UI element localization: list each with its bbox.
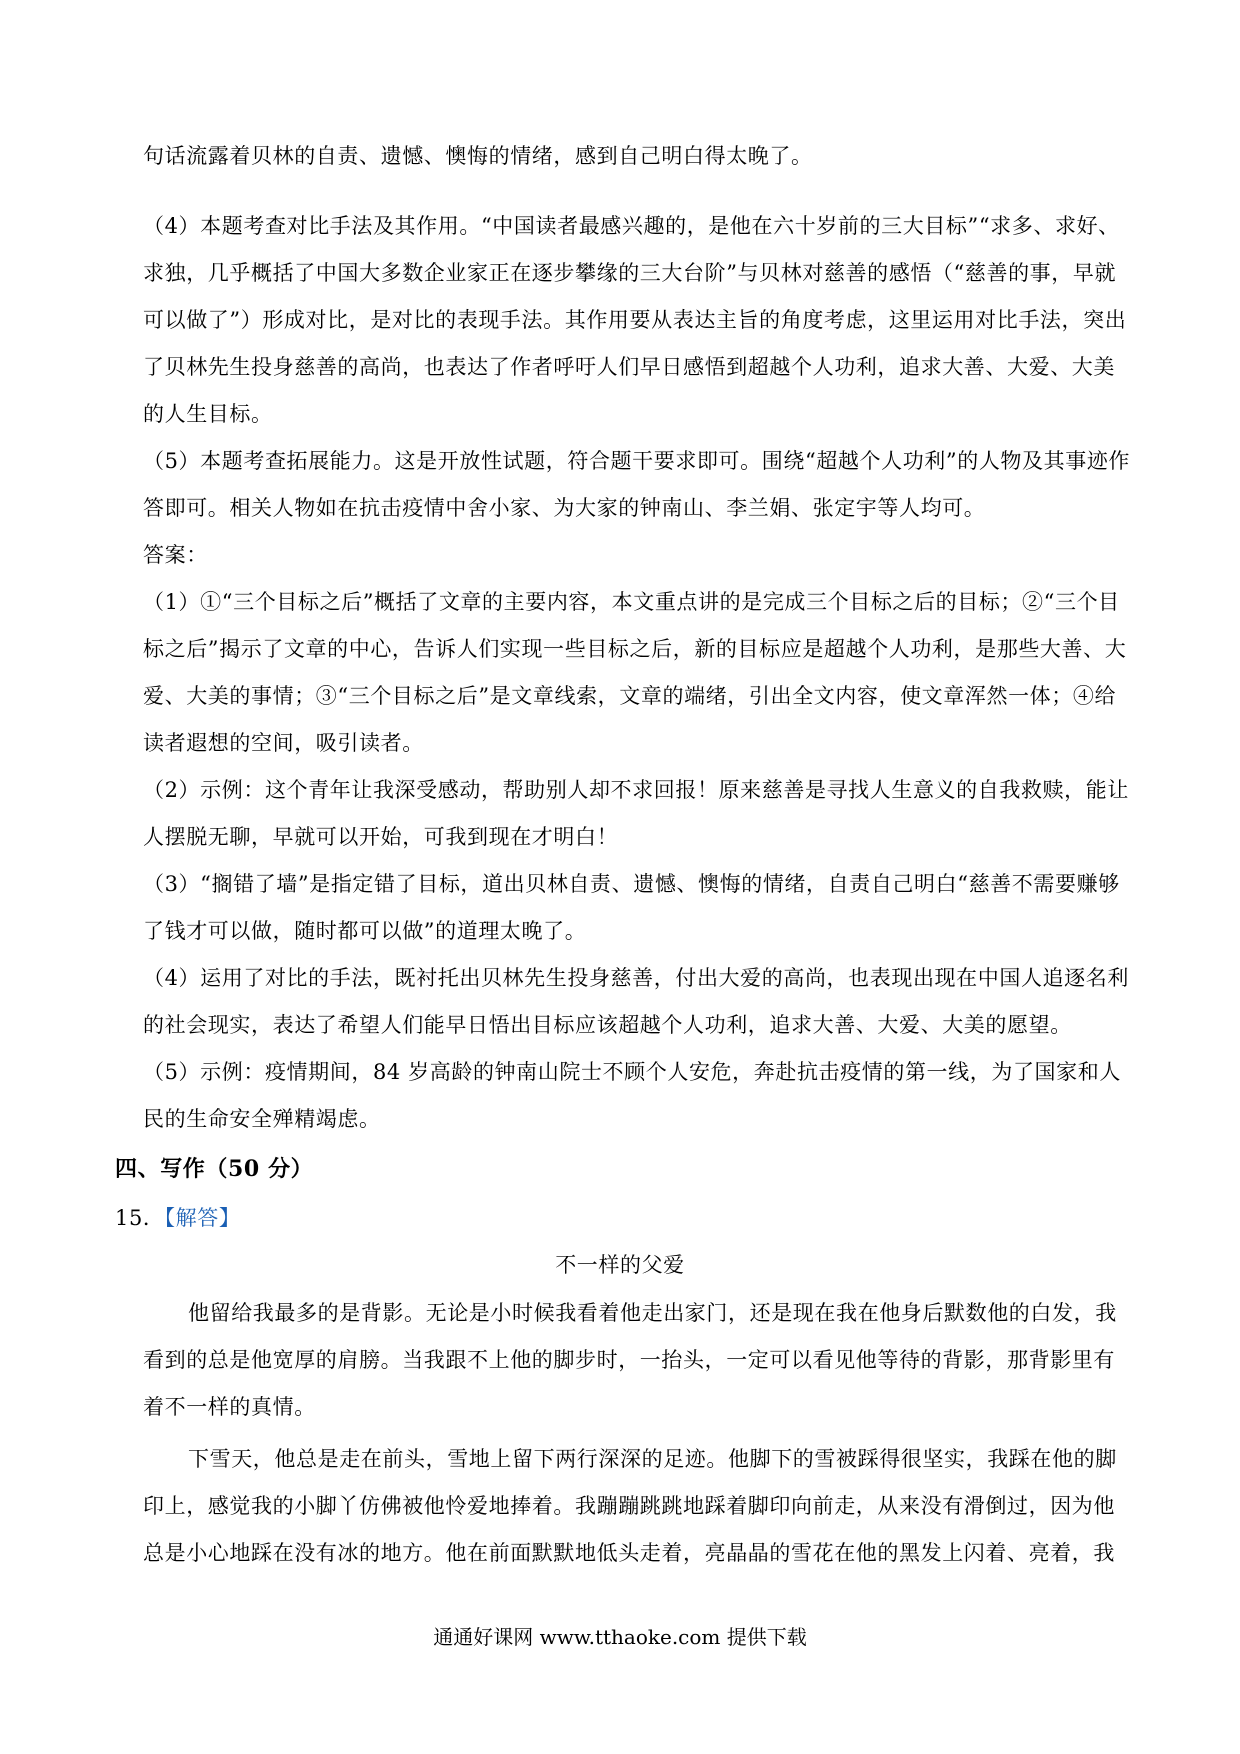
text-line: （4）运用了对比的手法，既衬托出贝林先生投身慈善，付出大爱的高尚，也表现出现在中国人追逐名利 <box>143 966 1129 990</box>
text-line: （4）本题考查对比手法及其作用。“中国读者最感兴趣的，是他在六十岁前的三大目标”“求多、求好、 <box>143 214 1120 238</box>
text-line: 求独，几乎概括了中国大多数企业家正在逐步攀缘的三大台阶”与贝林对慈善的感悟（“慈善的事，早就 <box>143 261 1117 285</box>
text-line: 民的生命安全殚精竭虑。 <box>143 1107 381 1131</box>
text-line: 答即可。相关人物如在抗击疫情中舍小家、为大家的钟南山、李兰娟、张定宇等人均可。 <box>143 496 986 520</box>
essay-title: 不一样的父爱 <box>555 1253 685 1277</box>
question-header <box>115 1203 1105 1233</box>
essay-line: 着不一样的真情。 <box>143 1395 316 1419</box>
text-line: 人摆脱无聊，早就可以开始，可我到现在才明白！ <box>143 825 619 849</box>
text-line: 了贝林先生投身慈善的高尚，也表达了作者呼吁人们早日感悟到超越个人功利，追求大善、大爱、大美 <box>143 355 1115 379</box>
essay-line: 他留给我最多的是背影。无论是小时候我看着他走出家门，还是现在我在他身后默数他的白发，我 <box>188 1301 1117 1325</box>
answer-label: 答案： <box>143 543 208 567</box>
text-line: 了钱才可以做，随时都可以做”的道理太晚了。 <box>143 919 587 943</box>
text-line: 句话流露着贝林的自责、遗憾、懊悔的情绪，感到自己明白得太晚了。 <box>143 144 813 168</box>
text-line: 读者遐想的空间，吸引读者。 <box>143 731 424 755</box>
text-line: 标之后”揭示了文章的中心，告诉人们实现一些目标之后，新的目标应是超越个人功利，是那些大善、大 <box>143 637 1127 661</box>
section-heading: 四、写作（50 分） <box>115 1156 314 1182</box>
text-line: 可以做了”）形成对比，是对比的表现手法。其作用要从表达主旨的角度考虑，这里运用对比手法，突出 <box>143 308 1127 332</box>
essay-line: 看到的总是他宽厚的肩膀。当我跟不上他的脚步时，一抬头，一定可以看见他等待的背影，那背影里有 <box>143 1348 1115 1372</box>
text-line: 的社会现实，表达了希望人们能早日悟出目标应该超越个人功利，追求大善、大爱、大美的愿望。 <box>143 1013 1072 1037</box>
text-line: 爱、大美的事情；③“三个目标之后”是文章线索，文章的端绪，引出全文内容，使文章浑然一体；④给 <box>143 684 1117 708</box>
essay-line: 印上，感觉我的小脚丫仿佛被他怜爱地捧着。我蹦蹦跳跳地踩着脚印向前走，从来没有滑倒过，因为他 <box>143 1494 1115 1518</box>
question-number: 15． <box>115 1206 165 1230</box>
text-line: （2）示例：这个青年让我深受感动，帮助别人却不求回报！原来慈善是寻找人生意义的自我救赎，能让 <box>143 778 1129 802</box>
text-line: 的人生目标。 <box>143 402 273 426</box>
text-line: （5）示例：疫情期间，84 岁高龄的钟南山院士不顾个人安危，奔赴抗击疫情的第一线，为了国家和人 <box>143 1060 1121 1084</box>
text-line: （3）“搁错了墙”是指定错了目标，道出贝林自责、遗憾、懊悔的情绪，自责自己明白“慈善不需要赚够 <box>143 872 1120 896</box>
page-footer: 通通好课网 www.tthaoke.com 提供下载 <box>433 1625 807 1649</box>
answer-tag: 【解答】 <box>164 1206 241 1230</box>
text-line: （1）①“三个目标之后”概括了文章的主要内容，本文重点讲的是完成三个目标之后的目标；②“三个目 <box>143 590 1120 614</box>
essay-line: 下雪天，他总是走在前头，雪地上留下两行深深的足迹。他脚下的雪被踩得很坚实，我踩在他的脚 <box>188 1447 1117 1471</box>
essay-line: 总是小心地踩在没有冰的地方。他在前面默默地低头走着，亮晶晶的雪花在他的黑发上闪着、亮着，我 <box>143 1541 1115 1565</box>
text-line: （5）本题考查拓展能力。这是开放性试题，符合题干要求即可。围绕“超越个人功利”的人物及其事迹作 <box>143 449 1131 473</box>
